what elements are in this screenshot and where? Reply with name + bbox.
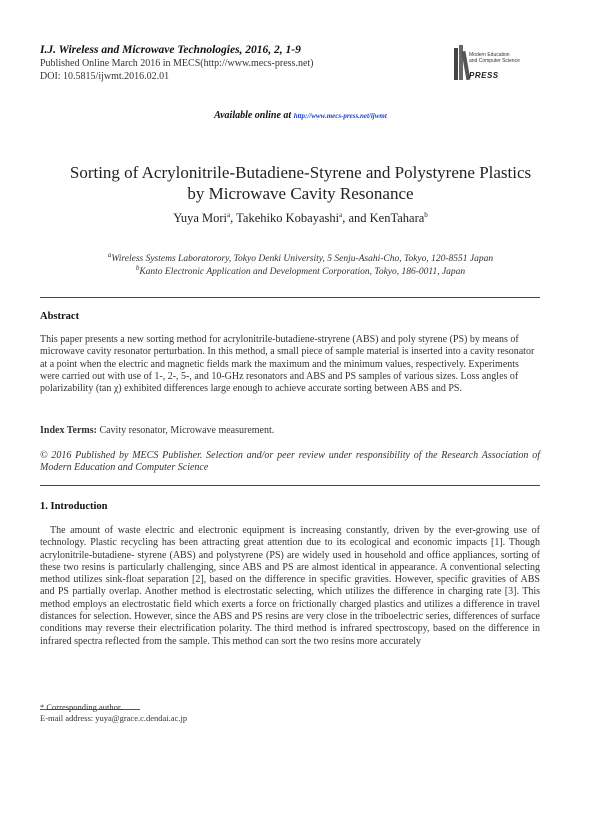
affiliation-a — [0, 251, 601, 264]
author-1-affil: a — [227, 211, 231, 219]
affiliation-b — [0, 264, 601, 277]
affiliation-a-mark: a — [107, 251, 112, 259]
journal-url-link[interactable]: http://www.mecs-press.net/ijwmt — [293, 112, 387, 120]
affiliation-a-text: Wireless Systems Laboratorory, Tokyo Denki University, 5 Senju-Asahi-Cho, Tokyo, 120-8551 Japan — [111, 254, 494, 265]
logo-text — [469, 53, 520, 64]
journal-citation: I.J. Wireless and Microwave Technologies, 2016, 2, 1-9 — [40, 44, 301, 56]
available-online — [0, 110, 601, 121]
affiliation-b-mark: b — [135, 264, 140, 272]
logo-press: PRESS — [469, 71, 499, 80]
title-line-2: by Microwave Cavity Resonance — [187, 184, 414, 203]
index-terms — [40, 425, 540, 437]
abstract-text: This paper presents a new sorting method for acrylonitrile-butadiene-stryrene (ABS) and poly styrene (PS) by means of microwave cavity resonator perturbation. In this method, a small piece of sample material is inserted into a cavity resonator at a point when the electric and magnetic fields mark the maximum and the minimum values, respectively. Experiments were carried out with use of 1-, 2-, 5-, and 10-GHz resonators and ABS and PS samples of various sizes. Loss angles of polarizability (tan χ) exhibited differences large enough to achieve accurate sorting between ABS and PS. — [40, 334, 535, 395]
author-2: Takehiko Kobayashi — [236, 211, 340, 226]
logo-line-1: Modern Education — [469, 52, 510, 58]
divider-bottom — [40, 485, 540, 486]
author-list — [0, 211, 601, 226]
logo-line-2: and Computer Science — [469, 57, 520, 64]
author-3: KenTahara — [369, 211, 425, 226]
intro-heading: 1. Introduction — [40, 501, 108, 512]
copyright-notice: © 2016 Published by MECS Publisher. Selection and/or peer review under responsibility of the Research Association of Modern Education and Computer Science — [40, 450, 540, 474]
author-2-affil: a — [339, 211, 343, 219]
corresponding-author: * Corresponding author. — [40, 702, 123, 712]
index-terms-text: Cavity resonator, Microwave measurement. — [96, 425, 275, 436]
footnote — [40, 702, 187, 724]
divider-top — [40, 297, 540, 298]
paper-title — [0, 162, 601, 204]
index-terms-label: Index Terms: — [40, 425, 97, 436]
doi-line: DOI: 10.5815/ijwmt.2016.02.01 — [40, 71, 170, 82]
publisher-logo — [453, 40, 573, 88]
publication-line: Published Online March 2016 in MECS(http://www.mecs-press.net) — [40, 58, 314, 69]
abstract-heading: Abstract — [40, 311, 80, 322]
author-1: Yuya Mori — [173, 211, 228, 226]
title-line-1: Sorting of Acrylonitrile-Butadiene-Styrene and Polystyrene Plastics — [69, 163, 532, 182]
available-label: Available online at — [214, 110, 294, 121]
affiliation-b-text: Kanto Electronic Application and Development Corporation, Tokyo, 186-0011, Japan — [139, 267, 466, 278]
intro-text: The amount of waste electric and electronic equipment is increasing constantly, driven by the ever-growing use of technology. Plastic recycling has been attracting great attention due to its ecological and economic impacts [1]. Though acrylonitrile-butadiene- styrene (ABS) and polystyrene (PS) are widely used in household and office appliances, sorting of these two resins is particularly challenging, since ABS and PS are almost identical in appearance. A conventional selecting method utilizes sink-float separation [2], based on the difference in specific gravities. However, specific gravities of ABS and PS partially overlap. Another method is electrostatic selecting, which utilizes the difference in charging rate [3]. This method employs an electrostatic field which exerts a force on frictionally charged plastics and utilizes a difference in travel distances for selection. However, since the ABS and PS resins are very close in the triboelectric series, differences of surface conditions may reverse their electrification polarity. The third method is infrared spectroscopy, based on the difference in infrared spectra reflected from the sample. This method can sort the two resins more accurately — [40, 525, 540, 647]
author-3-affil: b — [424, 211, 428, 219]
author-sep-2: , and — [342, 211, 370, 226]
author-sep-1: , — [230, 211, 237, 226]
email-address: E-mail address: yuya@grace.c.dendai.ac.jp — [40, 713, 188, 723]
